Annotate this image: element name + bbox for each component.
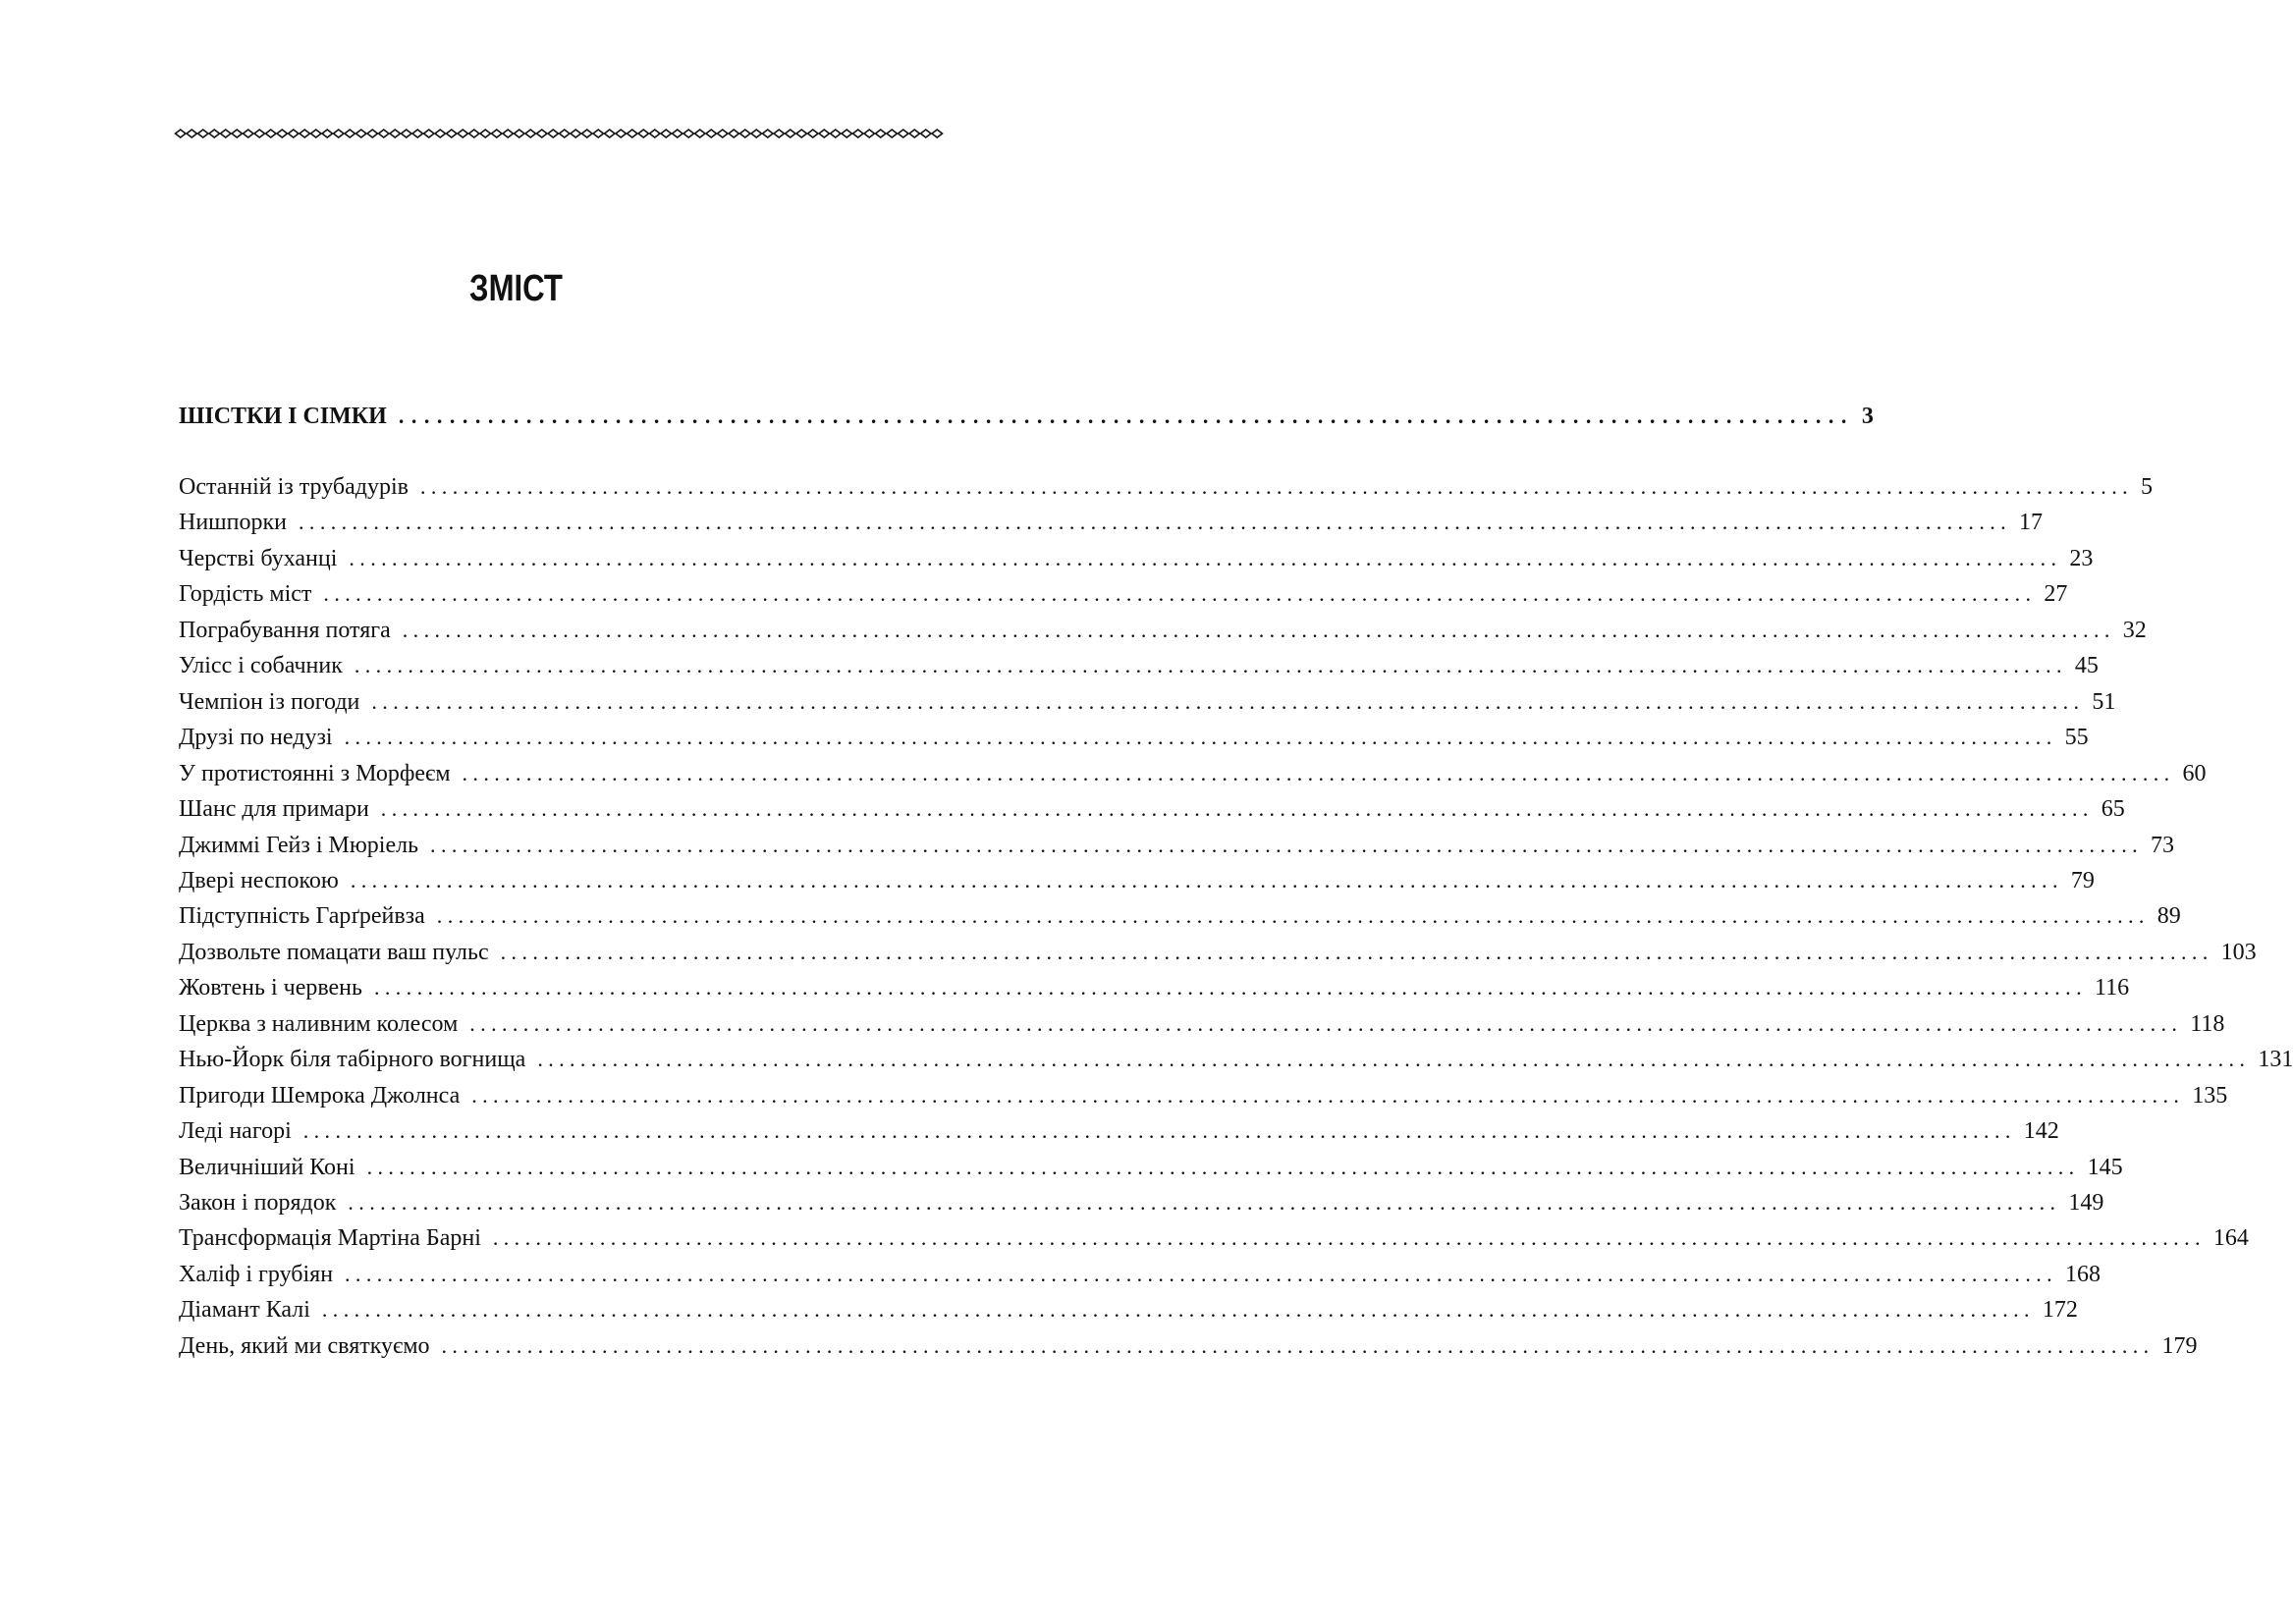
toc-entry-page: 55 — [2064, 725, 2089, 751]
diamond-icon — [831, 130, 842, 137]
diamond-icon — [774, 130, 785, 137]
toc-section[interactable] — [179, 402, 1874, 431]
diamond-icon — [232, 130, 243, 137]
toc-entry-page: 118 — [2190, 1010, 2225, 1037]
diamond-icon — [244, 130, 254, 137]
dot-leader: ................................................................................................................................................................ — [462, 760, 2175, 785]
toc-entry-page: 65 — [2101, 796, 2125, 823]
toc-entry-title: Халіф і грубіян — [179, 1261, 334, 1287]
toc-entry-page: 27 — [2044, 581, 2068, 608]
toc-entry[interactable] — [179, 616, 2147, 645]
toc-section-title: ШІСТКИ І СІМКИ — [179, 404, 387, 429]
diamond-icon — [176, 130, 187, 137]
toc-entry-title: Нишпорки — [179, 510, 288, 536]
diamond-icon — [729, 130, 739, 137]
toc-section-page: 3 — [1861, 404, 1874, 429]
diamond-icon — [887, 130, 898, 137]
dot-leader: ................................................................................................................................................................ — [371, 688, 2085, 714]
diamond-icon — [548, 130, 559, 137]
toc-entry[interactable] — [179, 1295, 2078, 1325]
diamond-icon — [661, 130, 672, 137]
dot-leader: ................................................................................................................................................................ — [348, 1190, 2061, 1215]
diamond-icon — [706, 130, 717, 137]
diamond-icon — [808, 130, 819, 137]
toc-entry-title: Черстві буханці — [179, 545, 338, 571]
dot-leader: ................................................................................................................................................................ — [344, 725, 2057, 750]
toc-entry-title: У протистоянні з Морфеєм — [179, 760, 451, 786]
toc-entry-title: Пограбування потяга — [179, 617, 391, 643]
toc-entry[interactable] — [179, 579, 2068, 609]
diamond-chain-ornament — [175, 127, 946, 140]
dot-leader: ................................................................................................................................................................ — [302, 1118, 2016, 1144]
diamond-icon — [367, 130, 378, 137]
diamond-icon — [289, 130, 300, 137]
toc-entry[interactable] — [179, 831, 2175, 860]
diamond-icon — [334, 130, 345, 137]
diamond-icon — [356, 130, 367, 137]
toc-entry-page: 149 — [2068, 1190, 2104, 1216]
toc-entry-page: 116 — [2094, 975, 2130, 1001]
toc-entry[interactable] — [179, 687, 2116, 717]
toc-entry[interactable] — [179, 759, 2207, 788]
diamond-icon — [751, 130, 762, 137]
diamond-icon — [209, 130, 220, 137]
diamond-icon — [560, 130, 571, 137]
toc-entry-title: Закон і порядок — [179, 1190, 337, 1216]
toc-entry-title: День, який ми святкуємо — [179, 1332, 430, 1359]
diamond-icon — [277, 130, 288, 137]
toc-entry-page: 142 — [2023, 1118, 2059, 1145]
toc-entry-page: 131 — [2258, 1047, 2293, 1073]
diamond-icon — [718, 130, 729, 137]
diamond-icon — [899, 130, 909, 137]
diamond-icon — [254, 130, 265, 137]
diamond-icon — [322, 130, 333, 137]
diamond-icon — [638, 130, 649, 137]
dot-leader: ................................................................................................................................................................ — [420, 474, 2133, 499]
dot-leader: ................................................................................................................................................................ — [436, 903, 2150, 929]
diamond-icon — [345, 130, 355, 137]
toc-entry-title: Леді нагорі — [179, 1118, 292, 1145]
toc-entry[interactable] — [179, 1260, 2102, 1289]
toc-entry[interactable] — [179, 901, 2181, 931]
toc-entry-title: Діамант Калі — [179, 1297, 310, 1324]
toc-entry[interactable] — [179, 1188, 2104, 1218]
dot-leader: ................................................................................................................................................................ — [354, 653, 2067, 678]
toc-entry-title: Двері неспокою — [179, 867, 339, 893]
dot-leader: ................................................................................................................................................................ — [492, 1225, 2206, 1251]
toc-entry[interactable] — [179, 723, 2089, 752]
diamond-icon — [876, 130, 887, 137]
dot-leader: ................................................................................................................................................................ — [373, 975, 2087, 1001]
diamond-icon — [864, 130, 875, 137]
diamond-icon — [515, 130, 525, 137]
diamond-icon — [582, 130, 593, 137]
toc-entry-title: Нью-Йорк біля табірного вогнища — [179, 1047, 526, 1073]
dot-leader: ................................................................................................................................................................ — [441, 1332, 2155, 1358]
diamond-icon — [593, 130, 604, 137]
toc-entry-title: Друзі по недузі — [179, 725, 333, 751]
diamond-icon — [796, 130, 807, 137]
toc-entry[interactable] — [179, 1009, 2225, 1039]
toc-entry[interactable] — [179, 794, 2125, 824]
diamond-icon — [616, 130, 627, 137]
toc-entry[interactable] — [179, 651, 2099, 680]
diamond-icon — [198, 130, 209, 137]
dot-leader: .................................................................................................................. — [398, 404, 1854, 428]
diamond-icon — [412, 130, 423, 137]
diamond-icon — [909, 130, 920, 137]
toc-entry-page: 23 — [2069, 545, 2094, 571]
diamond-icon — [187, 130, 197, 137]
diamond-icon — [537, 130, 548, 137]
diamond-icon — [628, 130, 638, 137]
page-title: ЗМІСТ — [469, 268, 563, 309]
toc-entry-page: 135 — [2192, 1082, 2228, 1109]
toc-entry-title: Чемпіон із погоди — [179, 688, 360, 715]
dot-leader: ................................................................................................................................................................ — [299, 510, 2012, 535]
toc-entry[interactable] — [179, 1045, 2293, 1074]
toc-entry-page: 89 — [2157, 903, 2181, 930]
diamond-icon — [402, 130, 412, 137]
toc-entry[interactable] — [179, 1331, 2198, 1361]
toc-entry-page: 145 — [2087, 1154, 2123, 1180]
toc-entry[interactable] — [179, 938, 2257, 967]
dot-leader: ................................................................................................................................................................ — [323, 581, 2037, 607]
dot-leader: ................................................................................................................................................................ — [402, 617, 2115, 642]
toc-entry-title: Підступність Гарґрейвза — [179, 903, 425, 930]
dot-leader: ................................................................................................................................................................ — [345, 1261, 2058, 1286]
toc-entry[interactable] — [179, 1116, 2059, 1146]
dot-leader: ................................................................................................................................................................ — [469, 1010, 2183, 1036]
toc-entry-page: 164 — [2212, 1225, 2249, 1252]
diamond-icon — [435, 130, 446, 137]
toc-entry-page: 79 — [2070, 867, 2095, 893]
diamond-icon — [763, 130, 774, 137]
toc-entry-page: 172 — [2042, 1297, 2078, 1324]
diamond-icon — [683, 130, 694, 137]
toc-entry-page: 45 — [2074, 653, 2099, 679]
diamond-icon — [221, 130, 232, 137]
diamond-icon — [673, 130, 683, 137]
diamond-icon — [695, 130, 706, 137]
diamond-icon — [932, 130, 943, 137]
diamond-icon — [300, 130, 310, 137]
toc-entry-title: Церква з наливним колесом — [179, 1010, 459, 1037]
diamond-icon — [390, 130, 401, 137]
diamond-icon — [571, 130, 581, 137]
diamond-icon — [492, 130, 503, 137]
toc-entry-title: Гордість міст — [179, 581, 312, 608]
dot-leader: ................................................................................................................................................................ — [471, 1082, 2185, 1108]
dot-leader: ................................................................................................................................................................ — [380, 796, 2094, 822]
dot-leader: ................................................................................................................................................................ — [537, 1047, 2251, 1072]
toc-entry-title: Джиммі Гейз і Мюріель — [179, 832, 419, 858]
diamond-icon — [650, 130, 661, 137]
diamond-icon — [819, 130, 830, 137]
dot-leader: ................................................................................................................................................................ — [321, 1297, 2035, 1323]
toc-entry[interactable] — [179, 1153, 2123, 1182]
toc-entry[interactable] — [179, 866, 2095, 895]
toc-entry-page: 179 — [2161, 1332, 2198, 1359]
toc-entry-page: 168 — [2065, 1261, 2102, 1287]
toc-entry-page: 32 — [2122, 617, 2147, 643]
diamond-icon — [740, 130, 751, 137]
diamond-icon — [842, 130, 852, 137]
diamond-icon — [311, 130, 322, 137]
dot-leader: ................................................................................................................................................................ — [349, 545, 2062, 570]
diamond-icon — [525, 130, 536, 137]
toc-entry[interactable] — [179, 508, 2044, 537]
toc-entry-page: 73 — [2151, 832, 2175, 858]
toc-entry-title: Дозвольте помацати ваш пульс — [179, 939, 489, 965]
diamond-icon — [424, 130, 435, 137]
diamond-icon — [605, 130, 616, 137]
toc-entry[interactable] — [179, 544, 2094, 573]
toc-entry-page: 5 — [2141, 474, 2153, 500]
diamond-icon — [853, 130, 864, 137]
diamond-icon — [921, 130, 932, 137]
toc-entry-page: 103 — [2220, 939, 2257, 965]
toc-entry[interactable] — [179, 1223, 2249, 1253]
diamond-icon — [469, 130, 480, 137]
dot-leader: ................................................................................................................................................................ — [430, 832, 2144, 857]
diamond-icon — [480, 130, 491, 137]
toc-entry-page: 17 — [2019, 510, 2044, 536]
toc-entry-title: Жовтень і червень — [179, 975, 362, 1001]
toc-entry-page: 60 — [2182, 760, 2207, 786]
toc-entry-title: Трансформація Мартіна Барні — [179, 1225, 481, 1252]
toc-entry-title: Пригоди Шемрока Джолнса — [179, 1082, 461, 1109]
toc-entry-title: Шанс для примари — [179, 796, 369, 823]
diamond-icon — [266, 130, 277, 137]
diamond-icon — [379, 130, 390, 137]
diamond-icon — [458, 130, 468, 137]
toc-entry-title: Останній із трубадурів — [179, 474, 409, 500]
toc-entry[interactable] — [179, 1081, 2228, 1110]
toc-entry[interactable] — [179, 472, 2153, 502]
toc-entry-page: 51 — [2092, 688, 2116, 715]
diamond-icon — [786, 130, 796, 137]
toc-entry-title: Улісс і собачник — [179, 653, 343, 679]
toc-entry[interactable] — [179, 973, 2130, 1002]
dot-leader: ................................................................................................................................................................ — [350, 867, 2063, 893]
dot-leader: ................................................................................................................................................................ — [366, 1154, 2080, 1179]
toc-entry-title: Величніший Коні — [179, 1154, 355, 1180]
diamond-icon — [447, 130, 458, 137]
dot-leader: ................................................................................................................................................................ — [500, 939, 2213, 964]
diamond-icon — [503, 130, 514, 137]
